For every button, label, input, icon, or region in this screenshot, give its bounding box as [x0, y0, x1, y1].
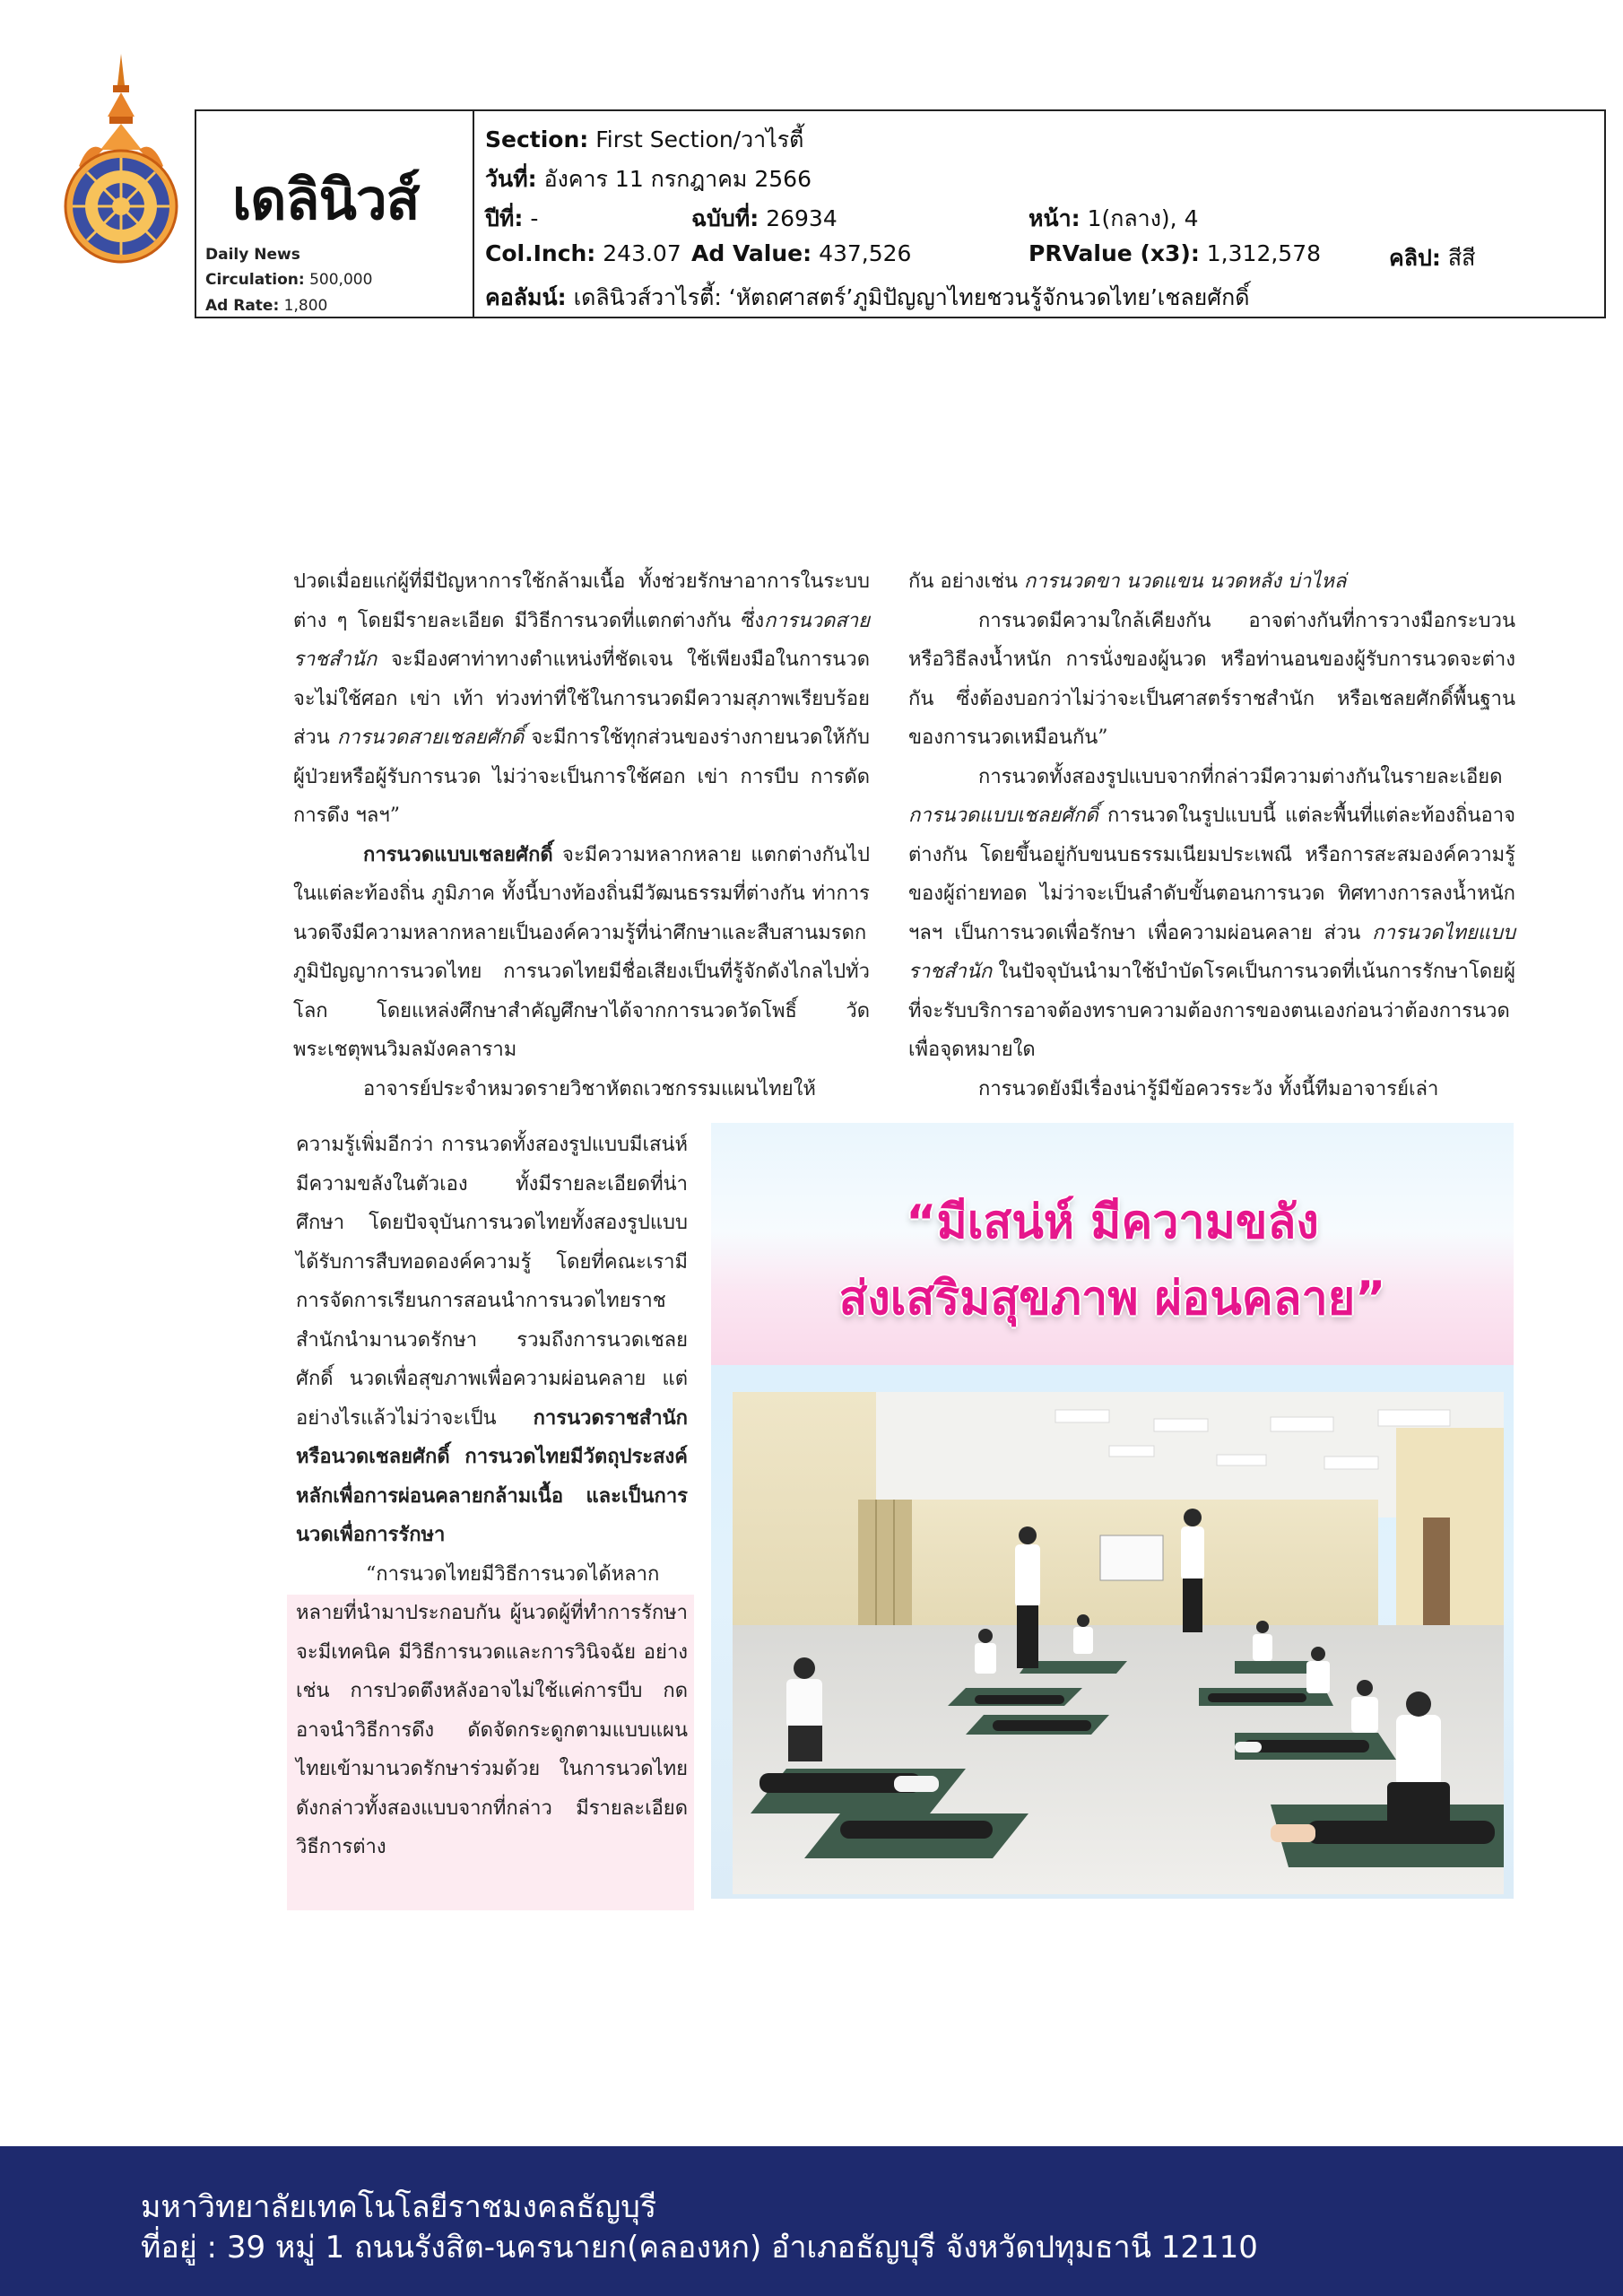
page-field: หน้า: 1(กลาง), 4: [1028, 205, 1199, 231]
headline-line-1: “มีเสน่ห์ มีความขลัง: [906, 1196, 1319, 1249]
metadata-panel: [474, 111, 1604, 317]
issue-field: ฉบับที่: 26934: [691, 205, 838, 231]
footer-bar: [0, 2146, 1623, 2296]
paragraph: การนวดแบบเชลยศักดิ์ จะมีความหลากหลาย แตกต่างกันไปในแต่ละท้องถิ่น ภูมิภาค ทั้งนี้บางท้องถิ่นมีวัฒนธรรมที่ต่างกัน ท่าการนวดจึงมีความหลากหลายเป็นองค์ความรู้ที่น่าศึกษาและสืบสานมรดกภูมิปัญญาการนวดไทย การนวดไทยมีชื่อเสียงเป็นที่รู้จักดังไกลไปทั่วโลก โดยแหล่งศึกษาสำคัญศึกษาได้จากการนวดวัดโพธิ์ วัดพระเชตุพนวิมลมังคลาราม: [293, 843, 870, 1061]
headline-band: [711, 1123, 1514, 1365]
paragraph: อาจารย์ประจำหมวดรายวิชาหัตถเวชกรรมแผนไทยให้: [363, 1077, 816, 1100]
clip-field: คลิป: สีสี: [1389, 245, 1476, 271]
paper-name-en: Daily News: [205, 246, 300, 264]
circulation: Circulation: 500,000: [205, 271, 373, 289]
quote-paragraph: “การนวดไทยมีวิธีการนวดได้หลากหลายที่นำมาประกอบกัน ผู้นวดผู้ที่ทำการรักษาจะมีเทคนิค มีวิธีการนวดและการวินิจฉัย อย่างเช่น การปวดตึงหลังอาจไม่ใช้แค่การบีบ กด อาจนำวิธีการดึง ดัดจัดกระดูกตามแบบแผนไทยเข้ามานวดรักษาร่วมด้วย ในการนวดไทยดังกล่าวทั้งสองแบบจากที่กล่าว มีรายละเอียดวิธีการต่าง: [296, 1562, 688, 1858]
massage-class-photo: [733, 1392, 1504, 1894]
paragraph: การนวดยังมีเรื่องน่ารู้มีข้อควรระวัง ทั้งนี้ทีมอาจารย์เล่า: [978, 1077, 1439, 1100]
column-row: คอลัมน์: เดลินิวส์วาไรตี้: ‘หัตถศาสตร์’ภูมิปัญญาไทยชวนรู้จักนวดไทย’เชลยศักดิ์: [485, 284, 1250, 310]
university-emblem-icon: [54, 49, 188, 274]
article-column-right: [908, 562, 1515, 1109]
ad-value-field: Ad Value: 437,526: [691, 240, 912, 266]
feature-graphic: [711, 1123, 1514, 1899]
paragraph: กัน อย่างเช่น การนวดขา นวดแขน นวดหลัง บ่าไหล่: [908, 570, 1347, 593]
pr-value-field: PRValue (x3): 1,312,578: [1028, 240, 1322, 266]
paper-name: เดลินิวส์: [232, 167, 420, 232]
footer-address: ที่อยู่ : 39 หมู่ 1 ถนนรังสิต-นครนายก(คลองหก) อำเภอธัญบุรี จังหวัดปทุมธานี 12110: [141, 2230, 1258, 2266]
ad-rate: Ad Rate: 1,800: [205, 297, 328, 315]
clipping-info-box: [195, 109, 1606, 318]
article-column-lower: [296, 1126, 688, 1867]
paragraph: การนวดทั้งสองรูปแบบจากที่กล่าวมีความต่างกันในรายละเอียด การนวดแบบเชลยศักดิ์ การนวดในรูปแบบนี้ แต่ละพื้นที่แต่ละท้องถิ่นอาจต่างกัน โดยขึ้นอยู่กับขนบธรรมเนียมประเพณี หรือการสะสมองค์ความรู้ของผู้ถ่ายทอด ไม่ว่าจะเป็นลำดับขั้นตอนการนวด ทิศทางการลงน้ำหนัก ฯลฯ เป็นการนวดเพื่อรักษา เพื่อความผ่อนคลาย ส่วน การนวดไทยแบบราชสำนัก ในปัจจุบันนำมาใช้บำบัดโรคเป็นการนวดที่เน้นการรักษาโดยผู้ที่จะรับบริการอาจต้องทราบความต้องการของตนเองก่อนว่าต้องการนวดเพื่อจุดหมายใด: [908, 765, 1515, 1061]
section-row: Section: First Section/วาไรตี้: [485, 126, 804, 152]
paragraph: ความรู้เพิ่มอีกว่า การนวดทั้งสองรูปแบบมีเสน่ห์ มีความขลังในตัวเอง ทั้งมีรายละเอียดที่น่าศึกษา โดยปัจจุบันการนวดไทยทั้งสองรูปแบบได้รับการสืบทอดองค์ความรู้ โดยที่คณะเรามีการจัดการเรียนการสอนนำการนวดไทยราชสำนักนำมานวดรักษา รวมถึงการนวดเชลยศักดิ์ นวดเพื่อสุขภาพเพื่อความผ่อนคลาย แต่อย่างไรแล้วไม่ว่าจะเป็น การนวดราชสำนัก หรือนวดเชลยศักดิ์ การนวดไทยมีวัตถุประสงค์หลักเพื่อการผ่อนคลายกล้ามเนื้อ และเป็นการนวดเพื่อการรักษา: [296, 1134, 688, 1546]
publication-panel: [196, 111, 474, 317]
date-row: วันที่: อังคาร 11 กรกฎาคม 2566: [485, 166, 812, 192]
paragraph: ปวดเมื่อยแก่ผู้ที่มีปัญหาการใช้กล้ามเนื้อ ทั้งช่วยรักษาอาการในระบบต่าง ๆ โดยมีรายละเอียด มีวิธีการนวดที่แตกต่างกัน ซึ่งการนวดสายราชสำนัก จะมีองศาท่าทางตำแหน่งที่ชัดเจน ใช้เพียงมือในการนวด จะไม่ใช้ศอก เข่า เท้า ท่วงท่าที่ใช้ในการนวดมีความสุภาพเรียบร้อย ส่วน การนวดสายเชลยศักดิ์ จะมีการใช้ทุกส่วนของร่างกายนวดให้กับผู้ป่วยหรือผู้รับการนวด ไม่ว่าจะเป็นการใช้ศอก เข่า การบีบ การดัด การดึง ฯลฯ”: [293, 570, 870, 827]
year-field: ปีที่: -: [485, 205, 539, 231]
col-inch-field: Col.Inch: 243.07: [485, 240, 681, 266]
footer-university-name: มหาวิทยาลัยเทคโนโลยีราชมงคลธัญบุรี: [141, 2189, 657, 2225]
headline-line-2: ส่งเสริมสุขภาพ ผ่อนคลาย”: [838, 1272, 1386, 1326]
article-column-left: [293, 562, 870, 1109]
paragraph: การนวดมีความใกล้เคียงกัน อาจต่างกันที่การวางมือกระบวนหรือวิธีลงน้ำหนัก การนั่งของผู้นวด หรือท่านอนของผู้รับการนวดจะต่างกัน ซึ่งต้องบอกว่าไม่ว่าจะเป็นศาสตร์ราชสำนัก หรือเชลยศักดิ์พื้นฐานของการนวดเหมือนกัน”: [908, 609, 1515, 749]
